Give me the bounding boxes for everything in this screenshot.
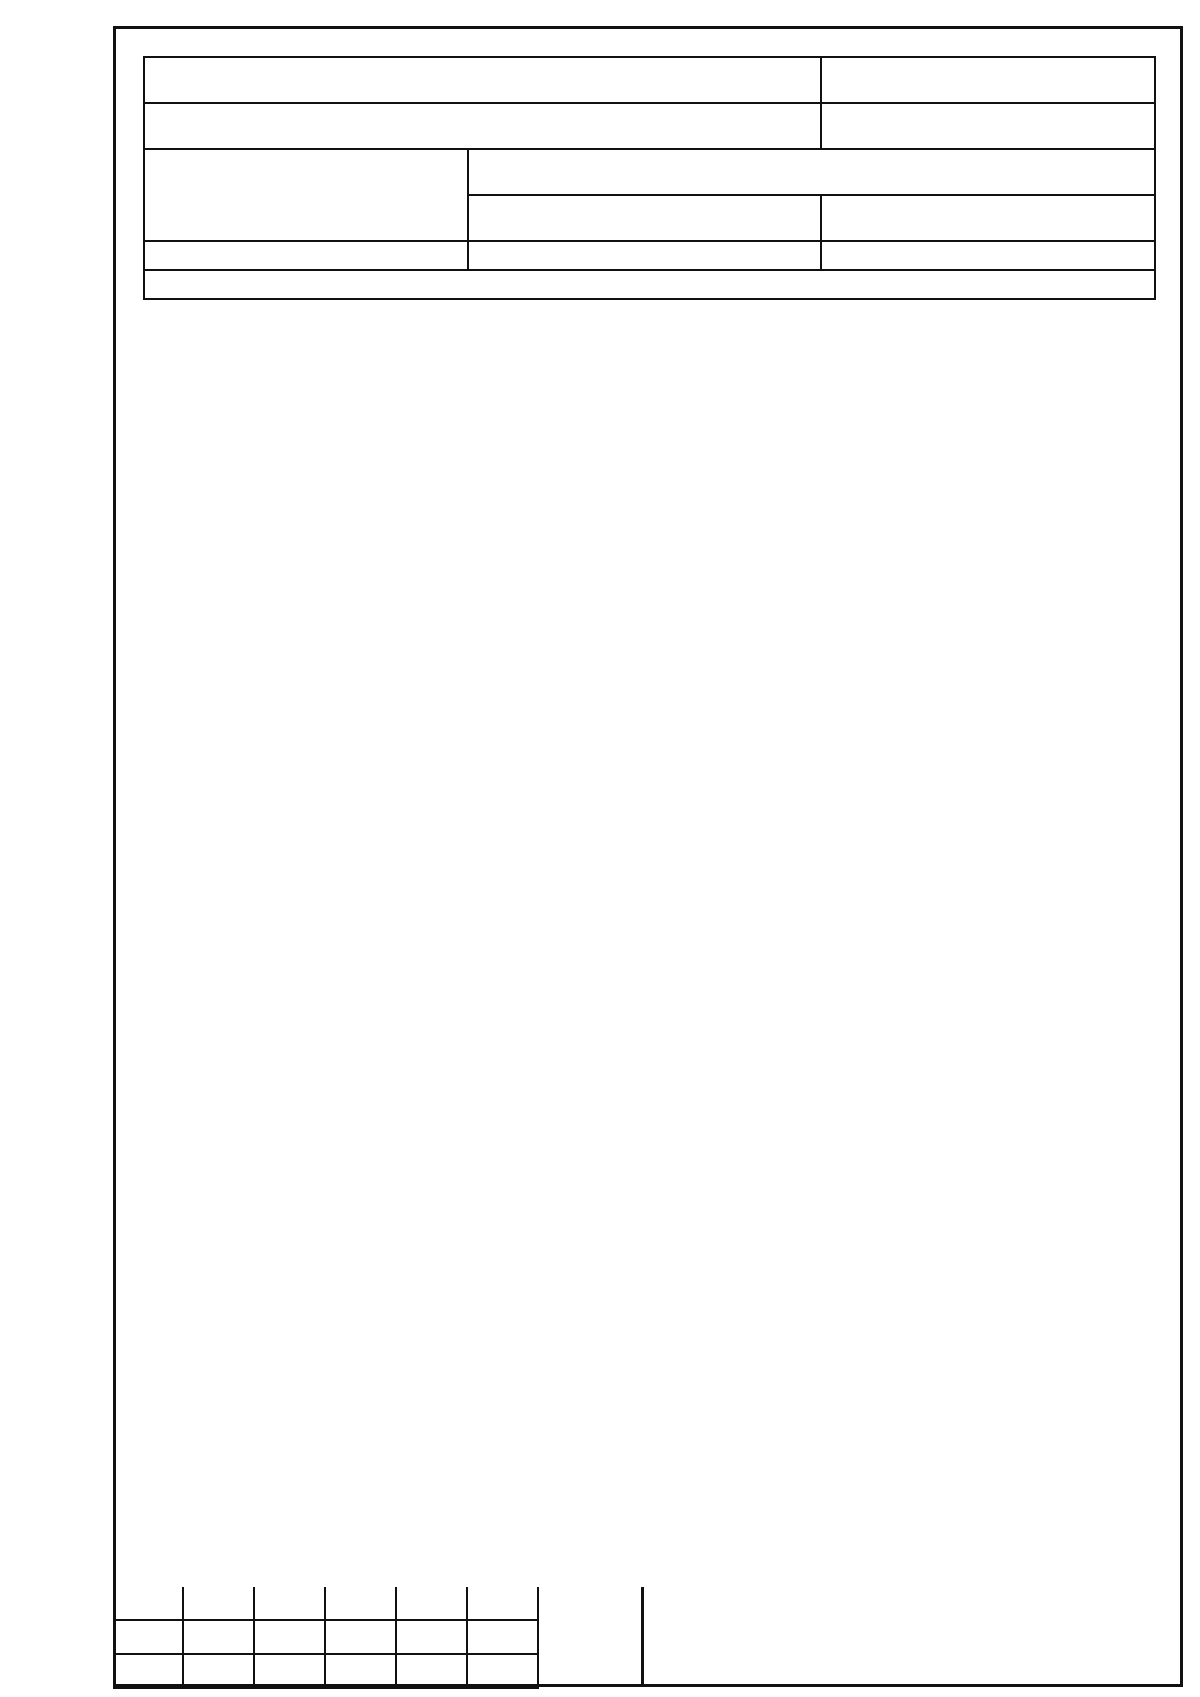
area-row xyxy=(144,103,1155,149)
col-number-1 xyxy=(144,241,468,270)
servitude-number-label xyxy=(144,57,821,103)
coords-header xyxy=(468,149,1155,195)
section-title-row xyxy=(144,270,1155,299)
area-label xyxy=(144,103,821,149)
column-numbers-row xyxy=(144,241,1155,270)
stamp-podp xyxy=(396,1654,467,1688)
area-value xyxy=(821,103,1155,149)
col-number-2 xyxy=(468,241,821,270)
col-number-3 xyxy=(821,241,1155,270)
header-row-1 xyxy=(144,149,1155,195)
servitude-number-value xyxy=(821,57,1155,103)
stamp-izm xyxy=(113,1654,183,1688)
signature-grid xyxy=(113,1587,539,1689)
y-header xyxy=(821,195,1155,241)
x-header xyxy=(468,195,821,241)
points-column-header xyxy=(144,149,468,241)
servitude-number-row xyxy=(144,57,1155,103)
stamp-list xyxy=(254,1654,325,1688)
stamp-kol-uch xyxy=(183,1654,254,1688)
stamp-data xyxy=(467,1654,538,1688)
document-number xyxy=(641,1587,1200,1684)
section-title xyxy=(144,270,1155,299)
title-block xyxy=(113,1587,1183,1687)
stamp-n-dok xyxy=(325,1654,396,1688)
coordinates-table xyxy=(143,56,1156,300)
